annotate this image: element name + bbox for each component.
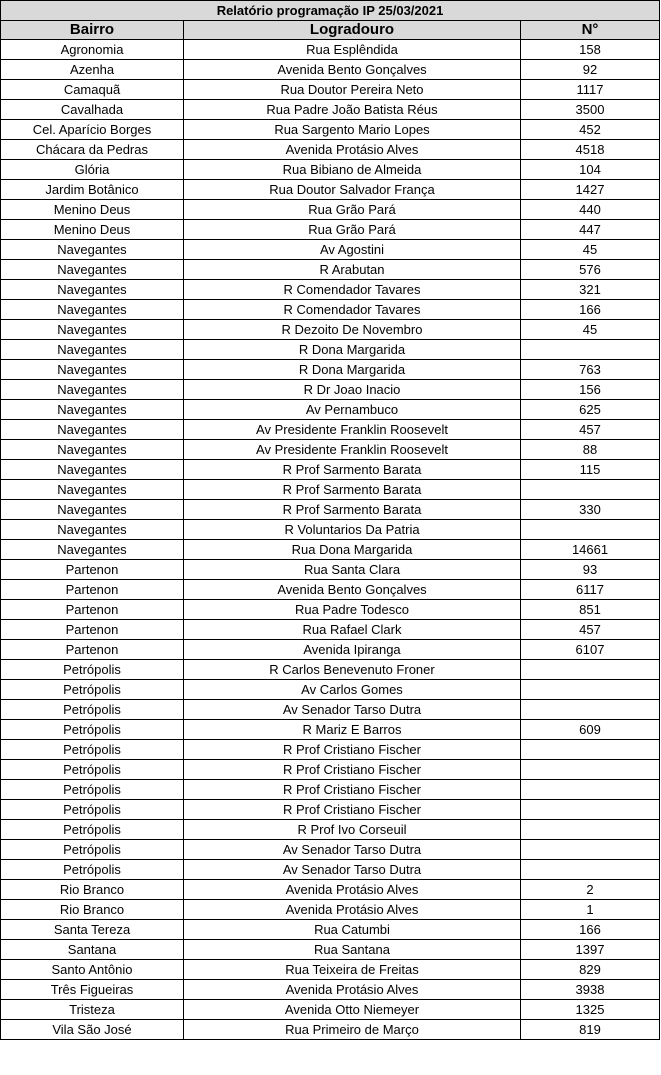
bairro-cell: Menino Deus <box>1 200 184 220</box>
bairro-cell: Navegantes <box>1 480 184 500</box>
logradouro-cell: Rua Doutor Pereira Neto <box>184 80 521 100</box>
table-row <box>1 900 660 920</box>
bairro-cell: Partenon <box>1 640 184 660</box>
logradouro-cell: R Prof Sarmento Barata <box>184 480 521 500</box>
numero-cell: 447 <box>521 220 660 240</box>
table-row <box>1 720 660 740</box>
table-row <box>1 480 660 500</box>
bairro-cell: Camaquã <box>1 80 184 100</box>
logradouro-cell: Rua Padre João Batista Réus <box>184 100 521 120</box>
logradouro-cell: R Prof Cristiano Fischer <box>184 740 521 760</box>
numero-cell <box>521 760 660 780</box>
table-row <box>1 760 660 780</box>
logradouro-cell: Av Agostini <box>184 240 521 260</box>
table-row <box>1 620 660 640</box>
numero-cell: 440 <box>521 200 660 220</box>
bairro-cell: Navegantes <box>1 440 184 460</box>
numero-cell: 166 <box>521 300 660 320</box>
numero-cell <box>521 680 660 700</box>
numero-cell: 1397 <box>521 940 660 960</box>
bairro-cell: Petrópolis <box>1 800 184 820</box>
numero-cell: 14661 <box>521 540 660 560</box>
table-row <box>1 780 660 800</box>
table-body <box>1 40 660 1040</box>
logradouro-cell: Av Senador Tarso Dutra <box>184 860 521 880</box>
table-row <box>1 860 660 880</box>
table-row <box>1 340 660 360</box>
table-row <box>1 300 660 320</box>
bairro-cell: Navegantes <box>1 400 184 420</box>
table-row <box>1 360 660 380</box>
table-row <box>1 840 660 860</box>
column-header-numero: N° <box>521 21 660 40</box>
numero-cell: 829 <box>521 960 660 980</box>
numero-cell: 1325 <box>521 1000 660 1020</box>
numero-cell: 1117 <box>521 80 660 100</box>
table-row <box>1 700 660 720</box>
table-row <box>1 920 660 940</box>
column-header-bairro: Bairro <box>1 21 184 40</box>
bairro-cell: Cel. Aparício Borges <box>1 120 184 140</box>
bairro-cell: Partenon <box>1 620 184 640</box>
bairro-cell: Navegantes <box>1 360 184 380</box>
bairro-cell: Três Figueiras <box>1 980 184 1000</box>
logradouro-cell: Rua Esplêndida <box>184 40 521 60</box>
logradouro-cell: R Prof Cristiano Fischer <box>184 800 521 820</box>
numero-cell: 819 <box>521 1020 660 1040</box>
logradouro-cell: Avenida Protásio Alves <box>184 900 521 920</box>
numero-cell: 45 <box>521 240 660 260</box>
logradouro-cell: Rua Rafael Clark <box>184 620 521 640</box>
bairro-cell: Navegantes <box>1 240 184 260</box>
logradouro-cell: Rua Primeiro de Março <box>184 1020 521 1040</box>
numero-cell: 6117 <box>521 580 660 600</box>
table-row <box>1 660 660 680</box>
numero-cell <box>521 780 660 800</box>
logradouro-cell: R Dona Margarida <box>184 340 521 360</box>
column-header-logradouro: Logradouro <box>184 21 521 40</box>
bairro-cell: Partenon <box>1 580 184 600</box>
numero-cell: 166 <box>521 920 660 940</box>
bairro-cell: Santana <box>1 940 184 960</box>
logradouro-cell: Rua Grão Pará <box>184 200 521 220</box>
logradouro-cell: R Voluntarios Da Patria <box>184 520 521 540</box>
bairro-cell: Petrópolis <box>1 660 184 680</box>
numero-cell <box>521 840 660 860</box>
logradouro-cell: Rua Catumbi <box>184 920 521 940</box>
logradouro-cell: R Prof Ivo Corseuil <box>184 820 521 840</box>
bairro-cell: Petrópolis <box>1 780 184 800</box>
bairro-cell: Jardim Botânico <box>1 180 184 200</box>
bairro-cell: Navegantes <box>1 300 184 320</box>
numero-cell <box>521 660 660 680</box>
logradouro-cell: Av Carlos Gomes <box>184 680 521 700</box>
logradouro-cell: R Carlos Benevenuto Froner <box>184 660 521 680</box>
numero-cell: 93 <box>521 560 660 580</box>
table-row <box>1 560 660 580</box>
bairro-cell: Petrópolis <box>1 740 184 760</box>
table-row <box>1 960 660 980</box>
bairro-cell: Vila São José <box>1 1020 184 1040</box>
logradouro-cell: Avenida Protásio Alves <box>184 880 521 900</box>
table-row <box>1 540 660 560</box>
numero-cell: 851 <box>521 600 660 620</box>
table-row <box>1 740 660 760</box>
report-title: Relatório programação IP 25/03/2021 <box>1 1 660 21</box>
numero-cell <box>521 700 660 720</box>
table-row <box>1 160 660 180</box>
numero-cell: 576 <box>521 260 660 280</box>
numero-cell: 2 <box>521 880 660 900</box>
bairro-cell: Agronomia <box>1 40 184 60</box>
table-row <box>1 800 660 820</box>
logradouro-cell: Avenida Protásio Alves <box>184 140 521 160</box>
bairro-cell: Santo Antônio <box>1 960 184 980</box>
table-row <box>1 220 660 240</box>
numero-cell: 457 <box>521 620 660 640</box>
logradouro-cell: Av Senador Tarso Dutra <box>184 700 521 720</box>
numero-cell: 625 <box>521 400 660 420</box>
logradouro-cell: Rua Doutor Salvador França <box>184 180 521 200</box>
logradouro-cell: R Prof Cristiano Fischer <box>184 760 521 780</box>
table-row <box>1 600 660 620</box>
bairro-cell: Petrópolis <box>1 700 184 720</box>
logradouro-cell: R Dr Joao Inacio <box>184 380 521 400</box>
table-row <box>1 60 660 80</box>
bairro-cell: Navegantes <box>1 420 184 440</box>
bairro-cell: Navegantes <box>1 520 184 540</box>
bairro-cell: Petrópolis <box>1 720 184 740</box>
logradouro-cell: Av Presidente Franklin Roosevelt <box>184 420 521 440</box>
bairro-cell: Petrópolis <box>1 680 184 700</box>
table-row <box>1 640 660 660</box>
bairro-cell: Navegantes <box>1 460 184 480</box>
numero-cell: 156 <box>521 380 660 400</box>
bairro-cell: Navegantes <box>1 320 184 340</box>
bairro-cell: Partenon <box>1 560 184 580</box>
logradouro-cell: R Prof Sarmento Barata <box>184 500 521 520</box>
bairro-cell: Partenon <box>1 600 184 620</box>
bairro-cell: Navegantes <box>1 260 184 280</box>
bairro-cell: Navegantes <box>1 340 184 360</box>
logradouro-cell: Avenida Bento Gonçalves <box>184 60 521 80</box>
logradouro-cell: R Dezoito De Novembro <box>184 320 521 340</box>
logradouro-cell: R Mariz E Barros <box>184 720 521 740</box>
bairro-cell: Petrópolis <box>1 860 184 880</box>
logradouro-cell: Av Presidente Franklin Roosevelt <box>184 440 521 460</box>
logradouro-cell: Avenida Protásio Alves <box>184 980 521 1000</box>
logradouro-cell: R Prof Cristiano Fischer <box>184 780 521 800</box>
logradouro-cell: Rua Padre Todesco <box>184 600 521 620</box>
logradouro-cell: R Comendador Tavares <box>184 300 521 320</box>
table-row <box>1 820 660 840</box>
numero-cell: 763 <box>521 360 660 380</box>
logradouro-cell: Avenida Otto Niemeyer <box>184 1000 521 1020</box>
numero-cell: 452 <box>521 120 660 140</box>
numero-cell: 88 <box>521 440 660 460</box>
bairro-cell: Chácara da Pedras <box>1 140 184 160</box>
table-row <box>1 460 660 480</box>
table-row <box>1 1020 660 1040</box>
logradouro-cell: Rua Santana <box>184 940 521 960</box>
bairro-cell: Rio Branco <box>1 880 184 900</box>
logradouro-cell: Avenida Ipiranga <box>184 640 521 660</box>
bairro-cell: Navegantes <box>1 380 184 400</box>
numero-cell: 4518 <box>521 140 660 160</box>
table-row <box>1 240 660 260</box>
numero-cell <box>521 520 660 540</box>
numero-cell: 1 <box>521 900 660 920</box>
numero-cell: 115 <box>521 460 660 480</box>
numero-cell: 158 <box>521 40 660 60</box>
logradouro-cell: Rua Bibiano de Almeida <box>184 160 521 180</box>
table-row <box>1 880 660 900</box>
bairro-cell: Menino Deus <box>1 220 184 240</box>
numero-cell: 457 <box>521 420 660 440</box>
table-row <box>1 260 660 280</box>
logradouro-cell: R Arabutan <box>184 260 521 280</box>
bairro-cell: Navegantes <box>1 280 184 300</box>
numero-cell: 104 <box>521 160 660 180</box>
logradouro-cell: Avenida Bento Gonçalves <box>184 580 521 600</box>
numero-cell: 321 <box>521 280 660 300</box>
table-row <box>1 100 660 120</box>
table-row <box>1 500 660 520</box>
table-row <box>1 120 660 140</box>
logradouro-cell: R Dona Margarida <box>184 360 521 380</box>
numero-cell <box>521 740 660 760</box>
numero-cell <box>521 480 660 500</box>
table-row <box>1 200 660 220</box>
table-row <box>1 680 660 700</box>
table-row <box>1 980 660 1000</box>
table-row <box>1 180 660 200</box>
table-row <box>1 580 660 600</box>
numero-cell: 45 <box>521 320 660 340</box>
table-row <box>1 320 660 340</box>
bairro-cell: Glória <box>1 160 184 180</box>
table-row <box>1 80 660 100</box>
bairro-cell: Navegantes <box>1 500 184 520</box>
table-row <box>1 420 660 440</box>
numero-cell: 1427 <box>521 180 660 200</box>
bairro-cell: Azenha <box>1 60 184 80</box>
numero-cell: 609 <box>521 720 660 740</box>
logradouro-cell: Rua Santa Clara <box>184 560 521 580</box>
table-row <box>1 40 660 60</box>
bairro-cell: Tristeza <box>1 1000 184 1020</box>
table-row <box>1 380 660 400</box>
bairro-cell: Navegantes <box>1 540 184 560</box>
logradouro-cell: R Comendador Tavares <box>184 280 521 300</box>
numero-cell <box>521 800 660 820</box>
bairro-cell: Petrópolis <box>1 820 184 840</box>
column-header-row <box>1 21 660 40</box>
bairro-cell: Petrópolis <box>1 760 184 780</box>
table-row <box>1 280 660 300</box>
bairro-cell: Cavalhada <box>1 100 184 120</box>
bairro-cell: Rio Branco <box>1 900 184 920</box>
table-row <box>1 140 660 160</box>
table-row <box>1 400 660 420</box>
bairro-cell: Petrópolis <box>1 840 184 860</box>
logradouro-cell: Av Senador Tarso Dutra <box>184 840 521 860</box>
numero-cell: 3500 <box>521 100 660 120</box>
numero-cell: 3938 <box>521 980 660 1000</box>
numero-cell <box>521 340 660 360</box>
logradouro-cell: Rua Teixeira de Freitas <box>184 960 521 980</box>
logradouro-cell: Av Pernambuco <box>184 400 521 420</box>
numero-cell: 330 <box>521 500 660 520</box>
numero-cell <box>521 820 660 840</box>
numero-cell: 6107 <box>521 640 660 660</box>
logradouro-cell: Rua Grão Pará <box>184 220 521 240</box>
logradouro-cell: R Prof Sarmento Barata <box>184 460 521 480</box>
logradouro-cell: Rua Dona Margarida <box>184 540 521 560</box>
numero-cell <box>521 860 660 880</box>
table-row <box>1 520 660 540</box>
numero-cell: 92 <box>521 60 660 80</box>
title-row <box>1 1 660 21</box>
logradouro-cell: Rua Sargento Mario Lopes <box>184 120 521 140</box>
table-row <box>1 440 660 460</box>
table-row <box>1 1000 660 1020</box>
bairro-cell: Santa Tereza <box>1 920 184 940</box>
table-row <box>1 940 660 960</box>
